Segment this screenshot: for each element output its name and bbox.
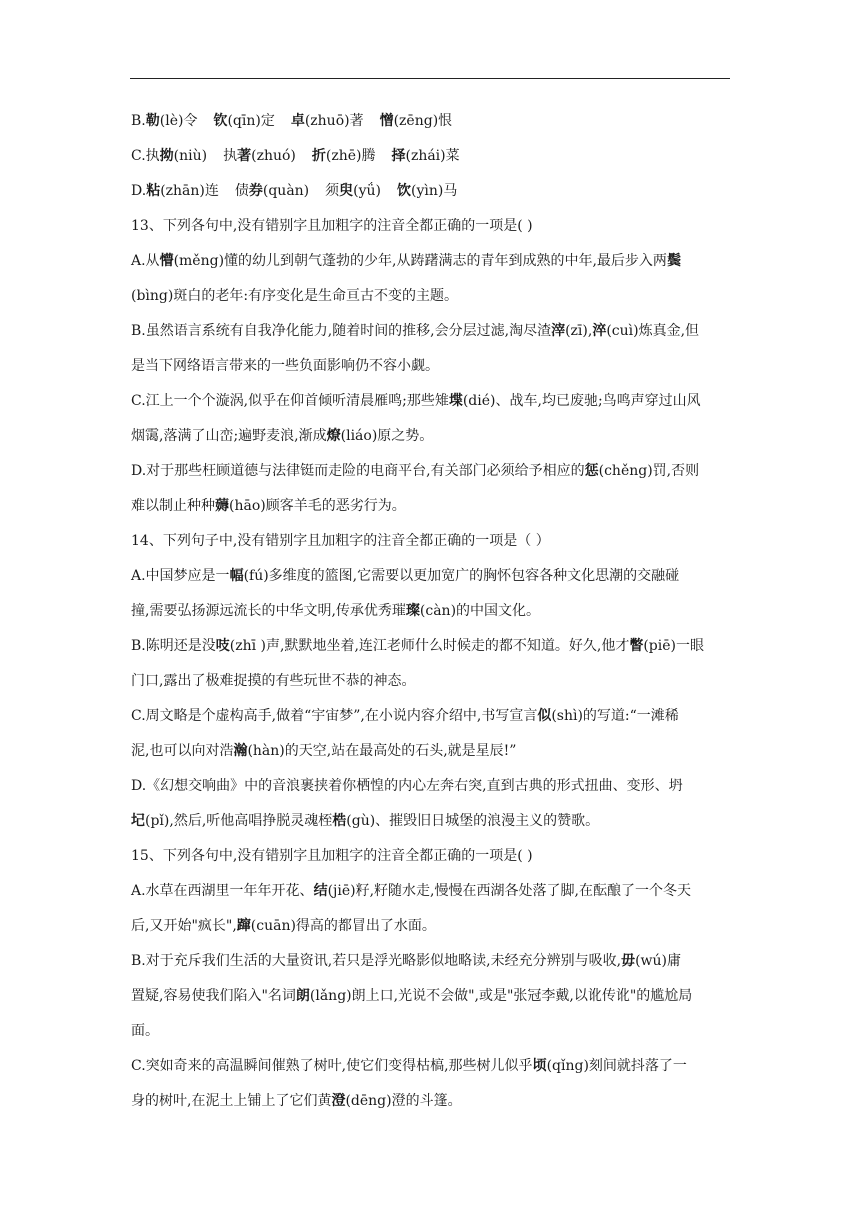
- q13-option-c-line2: 烟霭,落满了山峦;遍野麦浪,渐成燎(liáo)原之势。: [131, 428, 434, 444]
- option-b-line: B.勒(lè)令 钦(qīn)定 卓(zhuō)著 憎(zēng)恨: [131, 113, 453, 129]
- q14-option-a-line2: 撞,需要弘扬源远流长的中华文明,传承优秀璀璨(càn)的中国文化。: [131, 603, 541, 619]
- q14-option-c-line2: 泥,也可以向对浩瀚(hàn)的天空,站在最高处的石头,就是星辰!”: [131, 743, 517, 759]
- question-14-stem: 14、下列句子中,没有错别字且加粗字的注音全都正确的一项是（ ）: [131, 533, 550, 549]
- q15-option-a-line2: 后,又开始"疯长",蹿(cuān)得高的都冒出了水面。: [131, 918, 436, 934]
- header-rule: [130, 78, 730, 79]
- question-15-stem: 15、下列各句中,没有错别字且加粗字的注音全都正确的一项是( ): [131, 848, 533, 864]
- q14-option-a-line1: A.中国梦应是一幅(fú)多维度的篮图,它需要以更加宽广的胸怀包容各种文化思潮的交融碰: [131, 568, 680, 584]
- q14-option-c-line1: C.周文略是个虚构高手,做着“宇宙梦”,在小说内容介绍中,书写宣言似(shì)的写道:“一滩稀: [131, 708, 679, 724]
- q15-option-b-line1: B.对于充斥我们生活的大量资讯,若只是浮光略影似地略读,未经充分辨别与吸收,毋(wú)庸: [131, 953, 682, 969]
- q15-option-c-line2: 身的树叶,在泥土上铺上了它们黄澄(dēng)澄的斗篷。: [131, 1093, 462, 1109]
- q15-option-b-line2: 置疑,容易使我们陷入"名词朗(lǎng)朗上口,光说不会做",或是"张冠李戴,以讹传讹"的尴尬局: [131, 988, 693, 1004]
- q15-option-a-line1: A.水草在西湖里一年年开花、结(jiē)籽,籽随水走,慢慢在西湖各处落了脚,在酝酿了一个冬天: [131, 883, 691, 899]
- q13-option-a-line1: A.从懵(měng)懂的幼儿到朝气蓬勃的少年,从踌躇满志的青年到成熟的中年,最后步入两鬓: [131, 253, 681, 269]
- q13-option-c-line1: C.江上一个个漩涡,似乎在仰首倾听清晨雁鸣;那些雉堞(dié)、战车,均已废驰;鸟鸣声穿过山风: [131, 393, 701, 409]
- q13-option-a-line2: (bìng)斑白的老年:有序变化是生命亘古不变的主题。: [131, 288, 459, 304]
- q14-option-d-line1: D.《幻想交响曲》中的音浪裹挟着你栖惶的内心左奔右突,直到古典的形式扭曲、变形、坍: [131, 778, 683, 794]
- document-body: [131, 108, 731, 1123]
- q14-option-d-line2: 圮(pǐ),然后,听他高唱挣脱灵魂桎梏(gù)、摧毁旧日城堡的浪漫主义的赞歌。: [131, 813, 600, 829]
- option-c-line: C.执拗(niù) 执著(zhuó) 折(zhē)腾 择(zhái)菜: [131, 148, 460, 164]
- q13-option-d-line1: D.对于那些枉顾道德与法律铤而走险的电商平台,有关部门必须给予相应的惩(chěng)罚,否则: [131, 463, 700, 479]
- q14-option-b-line1: B.陈明还是没吱(zhī )声,默默地坐着,连江老师什么时候走的都不知道。好久,他才瞥(piē)一眼: [131, 638, 704, 654]
- q13-option-b-line1: B.虽然语言系统有自我净化能力,随着时间的推移,会分层过滤,淘尽渣滓(zī),淬(cuì)炼真金,但: [131, 323, 700, 339]
- option-d-line: D.粘(zhān)连 债券(quàn) 须臾(yǘ) 饮(yìn)马: [131, 183, 458, 199]
- q15-option-c-line1: C.突如奇来的高温瞬间催熟了树叶,使它们变得枯槁,那些树儿似乎顷(qǐng)刻间就抖落了一: [131, 1058, 687, 1074]
- q13-option-b-line2: 是当下网络语言带来的一些负面影响仍不容小觑。: [131, 358, 439, 374]
- question-13-stem: 13、下列各句中,没有错别字且加粗字的注音全都正确的一项是( ): [131, 218, 533, 234]
- q14-option-b-line2: 门口,露出了极难捉摸的有些玩世不恭的神态。: [131, 673, 416, 689]
- q15-option-b-line3: 面。: [131, 1023, 159, 1039]
- q13-option-d-line2: 难以制止种种薅(hāo)顾客羊毛的恶劣行为。: [131, 498, 406, 514]
